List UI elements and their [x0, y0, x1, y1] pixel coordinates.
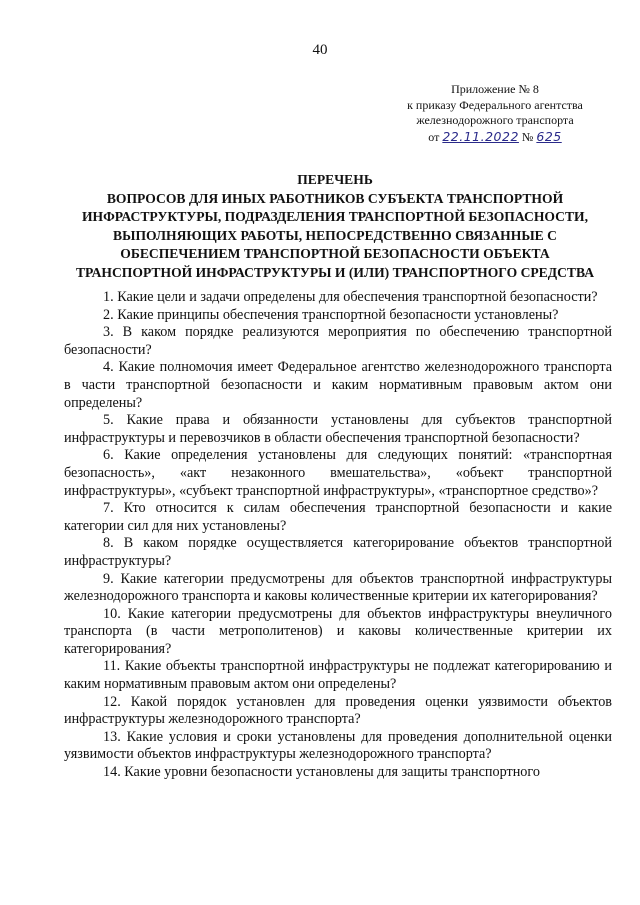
- list-item: 6. Какие определения установлены для следующих понятий: «транспортная безопасность», «акт незаконного вмешательства», «объект транспортной инфраструктуры», «субъект транспортной инфраструктуры», «транспортное средство»?: [64, 447, 612, 499]
- document-title: [64, 171, 606, 282]
- list-item: 12. Какой порядок установлен для проведения оценки уязвимости объектов инфраструктуры железнодорожного транспорта?: [64, 693, 612, 728]
- title-text: ВОПРОСОВ ДЛЯ ИНЫХ РАБОТНИКОВ СУБЪЕКТА ТРАНСПОРТНОЙ ИНФРАСТРУКТУРЫ, ПОДРАЗДЕЛЕНИЯ ТРАНСПОРТНОЙ БЕЗОПАСНОСТИ, ВЫПОЛНЯЮЩИХ РАБОТЫ, НЕПОСРЕДСТВЕННО СВЯЗАННЫЕ С ОБЕСПЕЧЕНИЕМ ТРАНСПОРТНОЙ БЕЗОПАСНОСТИ ОБЪЕКТА ТРАНСПОРТНОЙ ИНФРАСТРУКТУРЫ И (ИЛИ) ТРАНСПОРТНОГО СРЕДСТВА: [75, 190, 595, 280]
- handwritten-number: 625: [536, 128, 562, 144]
- list-item: 4. Какие полномочия имеет Федеральное агентство железнодорожного транспорта в части транспортной безопасности и каким нормативным правовым актом они определены?: [64, 359, 612, 411]
- list-item: 7. Кто относится к силам обеспечения транспортной безопасности и какие категории сил для них установлены?: [64, 500, 612, 534]
- appendix-block: [392, 82, 598, 145]
- date-prefix: от: [428, 129, 440, 144]
- list-item: 14. Какие уровни безопасности установлены для защиты транспортного: [103, 764, 540, 781]
- list-item: 3. В каком порядке реализуются мероприятия по обеспечению транспортной безопасности?: [64, 324, 612, 358]
- list-item: 1. Какие цели и задачи определены для обеспечения транспортной безопасности?: [103, 289, 598, 305]
- list-item: 11. Какие объекты транспортной инфраструктуры не подлежат категорированию и каким нормативным правовым актом они определены?: [64, 658, 612, 693]
- list-item: 5. Какие права и обязанности установлены для субъектов транспортной инфраструктуры и перевозчиков в области обеспечения транспортной безопасности?: [64, 412, 612, 446]
- question-list: [64, 289, 612, 782]
- number-prefix: №: [521, 129, 534, 144]
- list-item: 13. Какие условия и сроки установлены для проведения дополнительной оценки уязвимости объектов инфраструктуры железнодорожного транспорта?: [64, 728, 612, 763]
- appendix-date-line: [392, 129, 598, 146]
- appendix-agency: железнодорожного транспорта: [416, 113, 574, 127]
- handwritten-date: 22.11.2022: [442, 128, 519, 144]
- title-heading: ПЕРЕЧЕНЬ: [297, 172, 373, 187]
- list-item: 2. Какие принципы обеспечения транспортной безопасности установлены?: [103, 306, 559, 323]
- appendix-order-ref: к приказу Федерального агентства: [407, 97, 583, 112]
- appendix-title: Приложение № 8: [451, 82, 539, 96]
- list-item: 8. В каком порядке осуществляется категорирование объектов транспортной инфраструктуры?: [64, 535, 612, 569]
- list-item: 9. Какие категории предусмотрены для объектов транспортной инфраструктуры железнодорожного транспорта и каковы количественные критерии их категорирования?: [64, 570, 612, 605]
- list-item: 10. Какие категории предусмотрены для объектов инфраструктуры внеуличного транспорта (в части метрополитенов) и каковы количественные критерии их категорирования?: [64, 605, 612, 657]
- page-number: 40: [312, 42, 328, 58]
